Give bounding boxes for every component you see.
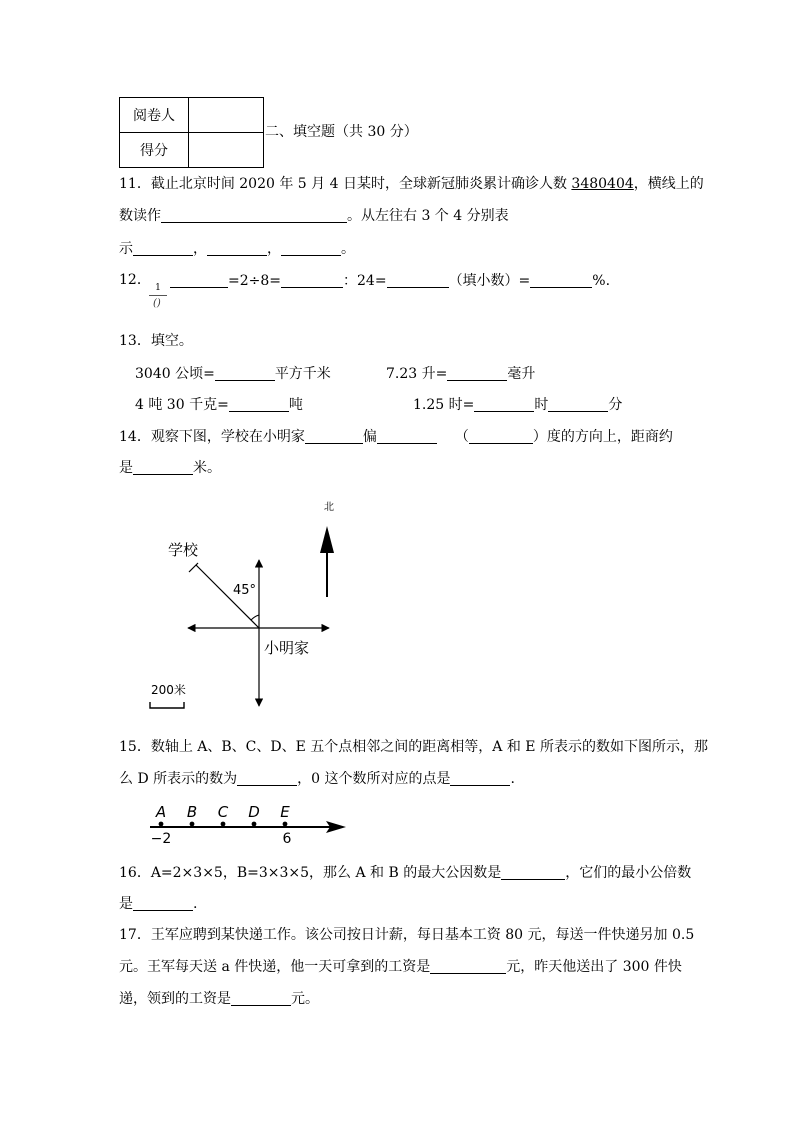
point-a	[159, 822, 164, 827]
q13-item3: 4 吨 30 千克= 吨	[135, 397, 303, 413]
q11-line2: 数读作 。从左往右 3 个 4 分别表	[119, 208, 509, 224]
answer-blank[interactable]	[501, 865, 565, 880]
answer-blank[interactable]	[133, 896, 193, 911]
school-ray-tick	[189, 563, 198, 572]
label-e: E	[280, 803, 290, 821]
q13-item1: 3040 公顷= 平方千米	[135, 366, 331, 382]
label-d: D	[248, 803, 260, 821]
reviewer-label: 阅卷人	[120, 98, 189, 133]
q15-line1: 15．数轴上 A、B、C、D、E 五个点相邻之间的距离相等，A 和 E 所表示的数如下图所示，那	[119, 739, 708, 755]
q13-title: 13．填空。	[119, 333, 193, 349]
q12-frac-num: 1	[155, 283, 161, 293]
q12-line: =2÷8= ：24= （填小数）= %.	[170, 273, 610, 288]
north-arrow-icon	[320, 526, 334, 553]
label-b: B	[186, 803, 198, 821]
answer-blank[interactable]	[231, 991, 291, 1006]
angle-arc	[251, 615, 259, 620]
q16-line1: 16．A=2×3×5，B=3×3×5，那么 A 和 B 的最大公因数是 ，它们的最小公倍数	[119, 865, 692, 881]
north-label: 北	[324, 502, 334, 513]
q12-frac-den: ()	[153, 298, 161, 309]
value-left: −2	[150, 831, 172, 847]
q11-line3: 示 ， ， 。	[119, 241, 355, 257]
angle-label: 45°	[233, 583, 257, 598]
answer-blank[interactable]	[237, 771, 297, 786]
point-d	[252, 822, 257, 827]
q15-line2: 么 D 所表示的数为 ，0 这个数所对应的点是 .	[119, 771, 515, 787]
q17-line3: 递，领到的工资是 元。	[119, 991, 319, 1007]
q11-number: 3480404	[571, 176, 634, 192]
scale-bar	[150, 702, 184, 708]
q11-line1: 11．截止北京时间 2020 年 5 月 4 日某时，全球新冠肺炎累计确诊人数 3480404，横线上的	[119, 176, 704, 192]
q14-line1: 14．观察下图，学校在小明家 偏 （ ）度的方向上，距商约	[119, 429, 673, 445]
q17-line2: 元。王军每天送 a 件快递，他一天可拿到的工资是 元，昨天他送出了 300 件快	[119, 959, 682, 975]
label-c: C	[217, 803, 229, 821]
q14-line2: 是 米。	[119, 460, 221, 476]
answer-blank[interactable]	[450, 771, 510, 786]
point-c	[221, 822, 226, 827]
value-right: 6	[282, 831, 292, 847]
answer-blank[interactable]	[430, 959, 506, 974]
point-b	[190, 822, 195, 827]
section-title: 二、填空题（共 30 分）	[265, 124, 418, 140]
label-a: A	[155, 803, 167, 821]
q13-item4: 1.25 时= 时 分	[413, 397, 623, 413]
point-e	[283, 822, 288, 827]
school-label: 学校	[168, 541, 199, 559]
q13-item2: 7.23 升= 毫升	[386, 366, 536, 382]
home-label: 小明家	[264, 639, 310, 657]
q12-num: 12．	[119, 272, 151, 288]
q17-line1: 17．王军应聘到某快递工作。该公司按日计薪，每日基本工资 80 元，每送一件快递另加 0.5	[119, 927, 695, 943]
scale-label: 200米	[151, 683, 186, 697]
score-label: 得分	[120, 133, 189, 168]
q16-line2: 是 .	[119, 896, 198, 912]
